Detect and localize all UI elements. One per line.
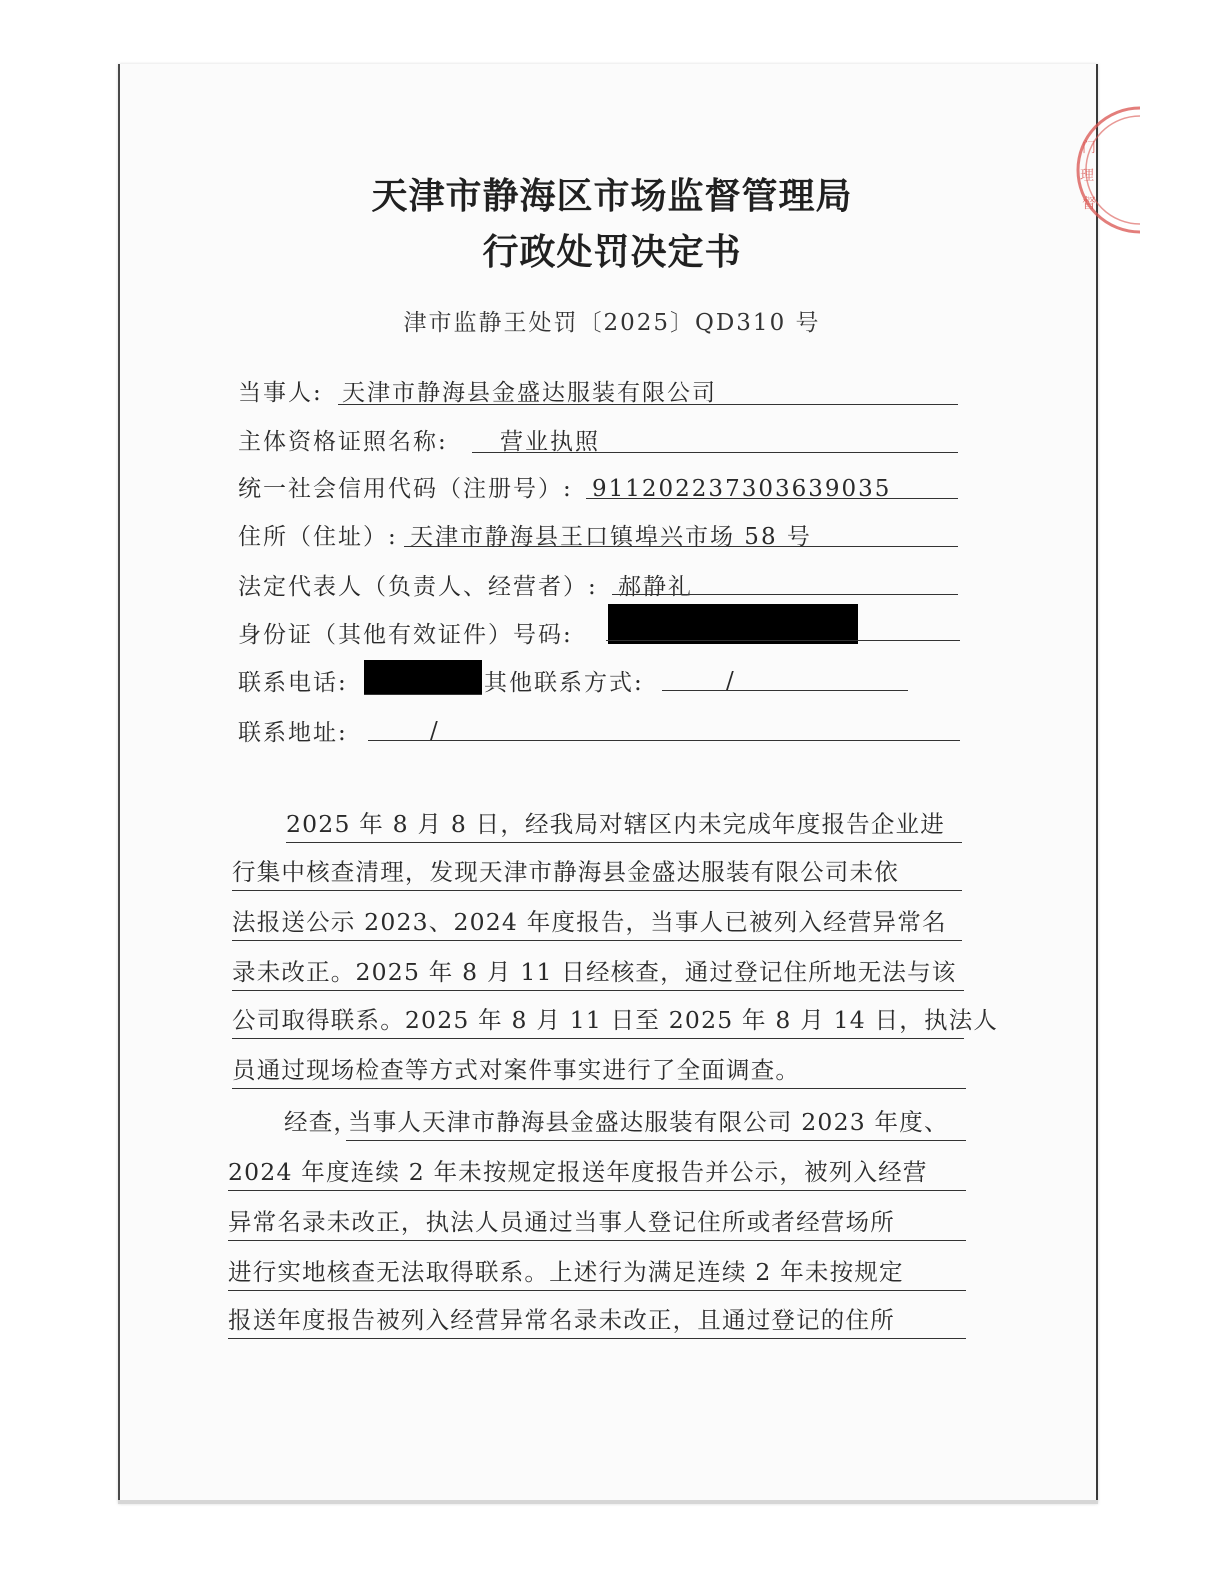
license-label: 主体资格证照名称: bbox=[238, 429, 448, 455]
svg-text:门: 门 bbox=[1082, 140, 1096, 156]
legal-rep-underline bbox=[612, 594, 958, 595]
para1-line3: 法报送公示 2023、2024 年度报告，当事人已被列入经营异常名 bbox=[232, 908, 947, 936]
phone-redaction bbox=[364, 660, 482, 694]
para2-underline4 bbox=[228, 1290, 966, 1291]
para1-line6: 员通过现场检查等方式对案件事实进行了全面调查。 bbox=[232, 1056, 801, 1084]
para2-line1: 当事人天津市静海县金盛达服装有限公司 2023 年度、 bbox=[348, 1108, 949, 1136]
para1-line1: 2025 年 8 月 8 日，经我局对辖区内未完成年度报告企业进 bbox=[286, 810, 945, 838]
address-underline bbox=[404, 546, 958, 547]
para2-underline2 bbox=[228, 1190, 966, 1191]
party-underline bbox=[338, 404, 958, 405]
id-number-label: 身份证（其他有效证件）号码: bbox=[238, 622, 573, 648]
id-number-underline bbox=[606, 640, 960, 641]
para2-line3: 异常名录未改正，执法人员通过当事人登记住所或者经营场所 bbox=[228, 1208, 895, 1236]
document-number: 津市监静王处罚〔2025〕QD310 号 bbox=[403, 310, 821, 336]
svg-text:理: 理 bbox=[1080, 168, 1094, 184]
phone-underline bbox=[364, 694, 482, 695]
address-label: 住所（住址）: bbox=[238, 524, 398, 550]
para2-underline5 bbox=[228, 1338, 966, 1339]
para1-line2: 行集中核查清理，发现天津市静海县金盛达服装有限公司未依 bbox=[232, 858, 899, 886]
contact-address-underline bbox=[368, 740, 960, 741]
document-title-agency: 天津市静海区市场监督管理局 bbox=[371, 175, 853, 217]
para2-underline1 bbox=[346, 1140, 966, 1141]
para2-line2: 2024 年度连续 2 年未按规定报送年度报告并公示，被列入经营 bbox=[228, 1158, 928, 1186]
license-value: 营业执照 bbox=[500, 429, 600, 455]
license-underline bbox=[472, 452, 958, 453]
contact-address-value: / bbox=[430, 718, 440, 744]
legal-rep-value: 郝静礼 bbox=[618, 574, 693, 600]
party-value: 天津市静海县金盛达服装有限公司 bbox=[342, 380, 717, 406]
other-contact-underline bbox=[662, 690, 908, 691]
para2-line4: 进行实地核查无法取得联系。上述行为满足连续 2 年未按规定 bbox=[228, 1258, 904, 1286]
para2-lead: 经查， bbox=[284, 1108, 359, 1136]
para1-underline3 bbox=[232, 940, 962, 941]
para1-underline5 bbox=[232, 1038, 964, 1039]
svg-text:督: 督 bbox=[1082, 196, 1096, 212]
document-title-type: 行政处罚决定书 bbox=[482, 231, 742, 273]
para1-underline1 bbox=[286, 842, 962, 843]
credit-code-label: 统一社会信用代码（注册号）: bbox=[238, 476, 573, 502]
para1-underline6 bbox=[232, 1088, 966, 1089]
party-label: 当事人: bbox=[238, 380, 323, 406]
address-value: 天津市静海县王口镇埠兴市场 58 号 bbox=[410, 524, 812, 550]
other-contact-label: 其他联系方式: bbox=[484, 670, 644, 696]
id-number-redaction bbox=[608, 604, 858, 644]
credit-code-value: 911202237303639035 bbox=[592, 476, 892, 502]
para2-underline3 bbox=[228, 1240, 966, 1241]
other-contact-value: / bbox=[726, 668, 736, 694]
para1-underline4 bbox=[232, 990, 964, 991]
para1-line4: 录未改正。2025 年 8 月 11 日经核查，通过登记住所地无法与该 bbox=[232, 958, 957, 986]
para1-underline2 bbox=[232, 890, 962, 891]
credit-code-underline bbox=[586, 498, 958, 499]
page-edge-shadow bbox=[118, 1500, 1098, 1504]
para2-line5: 报送年度报告被列入经营异常名录未改正，且通过登记的住所 bbox=[228, 1306, 895, 1334]
contact-address-label: 联系地址: bbox=[238, 720, 348, 746]
phone-label: 联系电话: bbox=[238, 670, 348, 696]
legal-rep-label: 法定代表人（负责人、经营者）: bbox=[238, 574, 598, 600]
para1-line5: 公司取得联系。2025 年 8 月 11 日至 2025 年 8 月 14 日，执法人 bbox=[232, 1006, 999, 1034]
